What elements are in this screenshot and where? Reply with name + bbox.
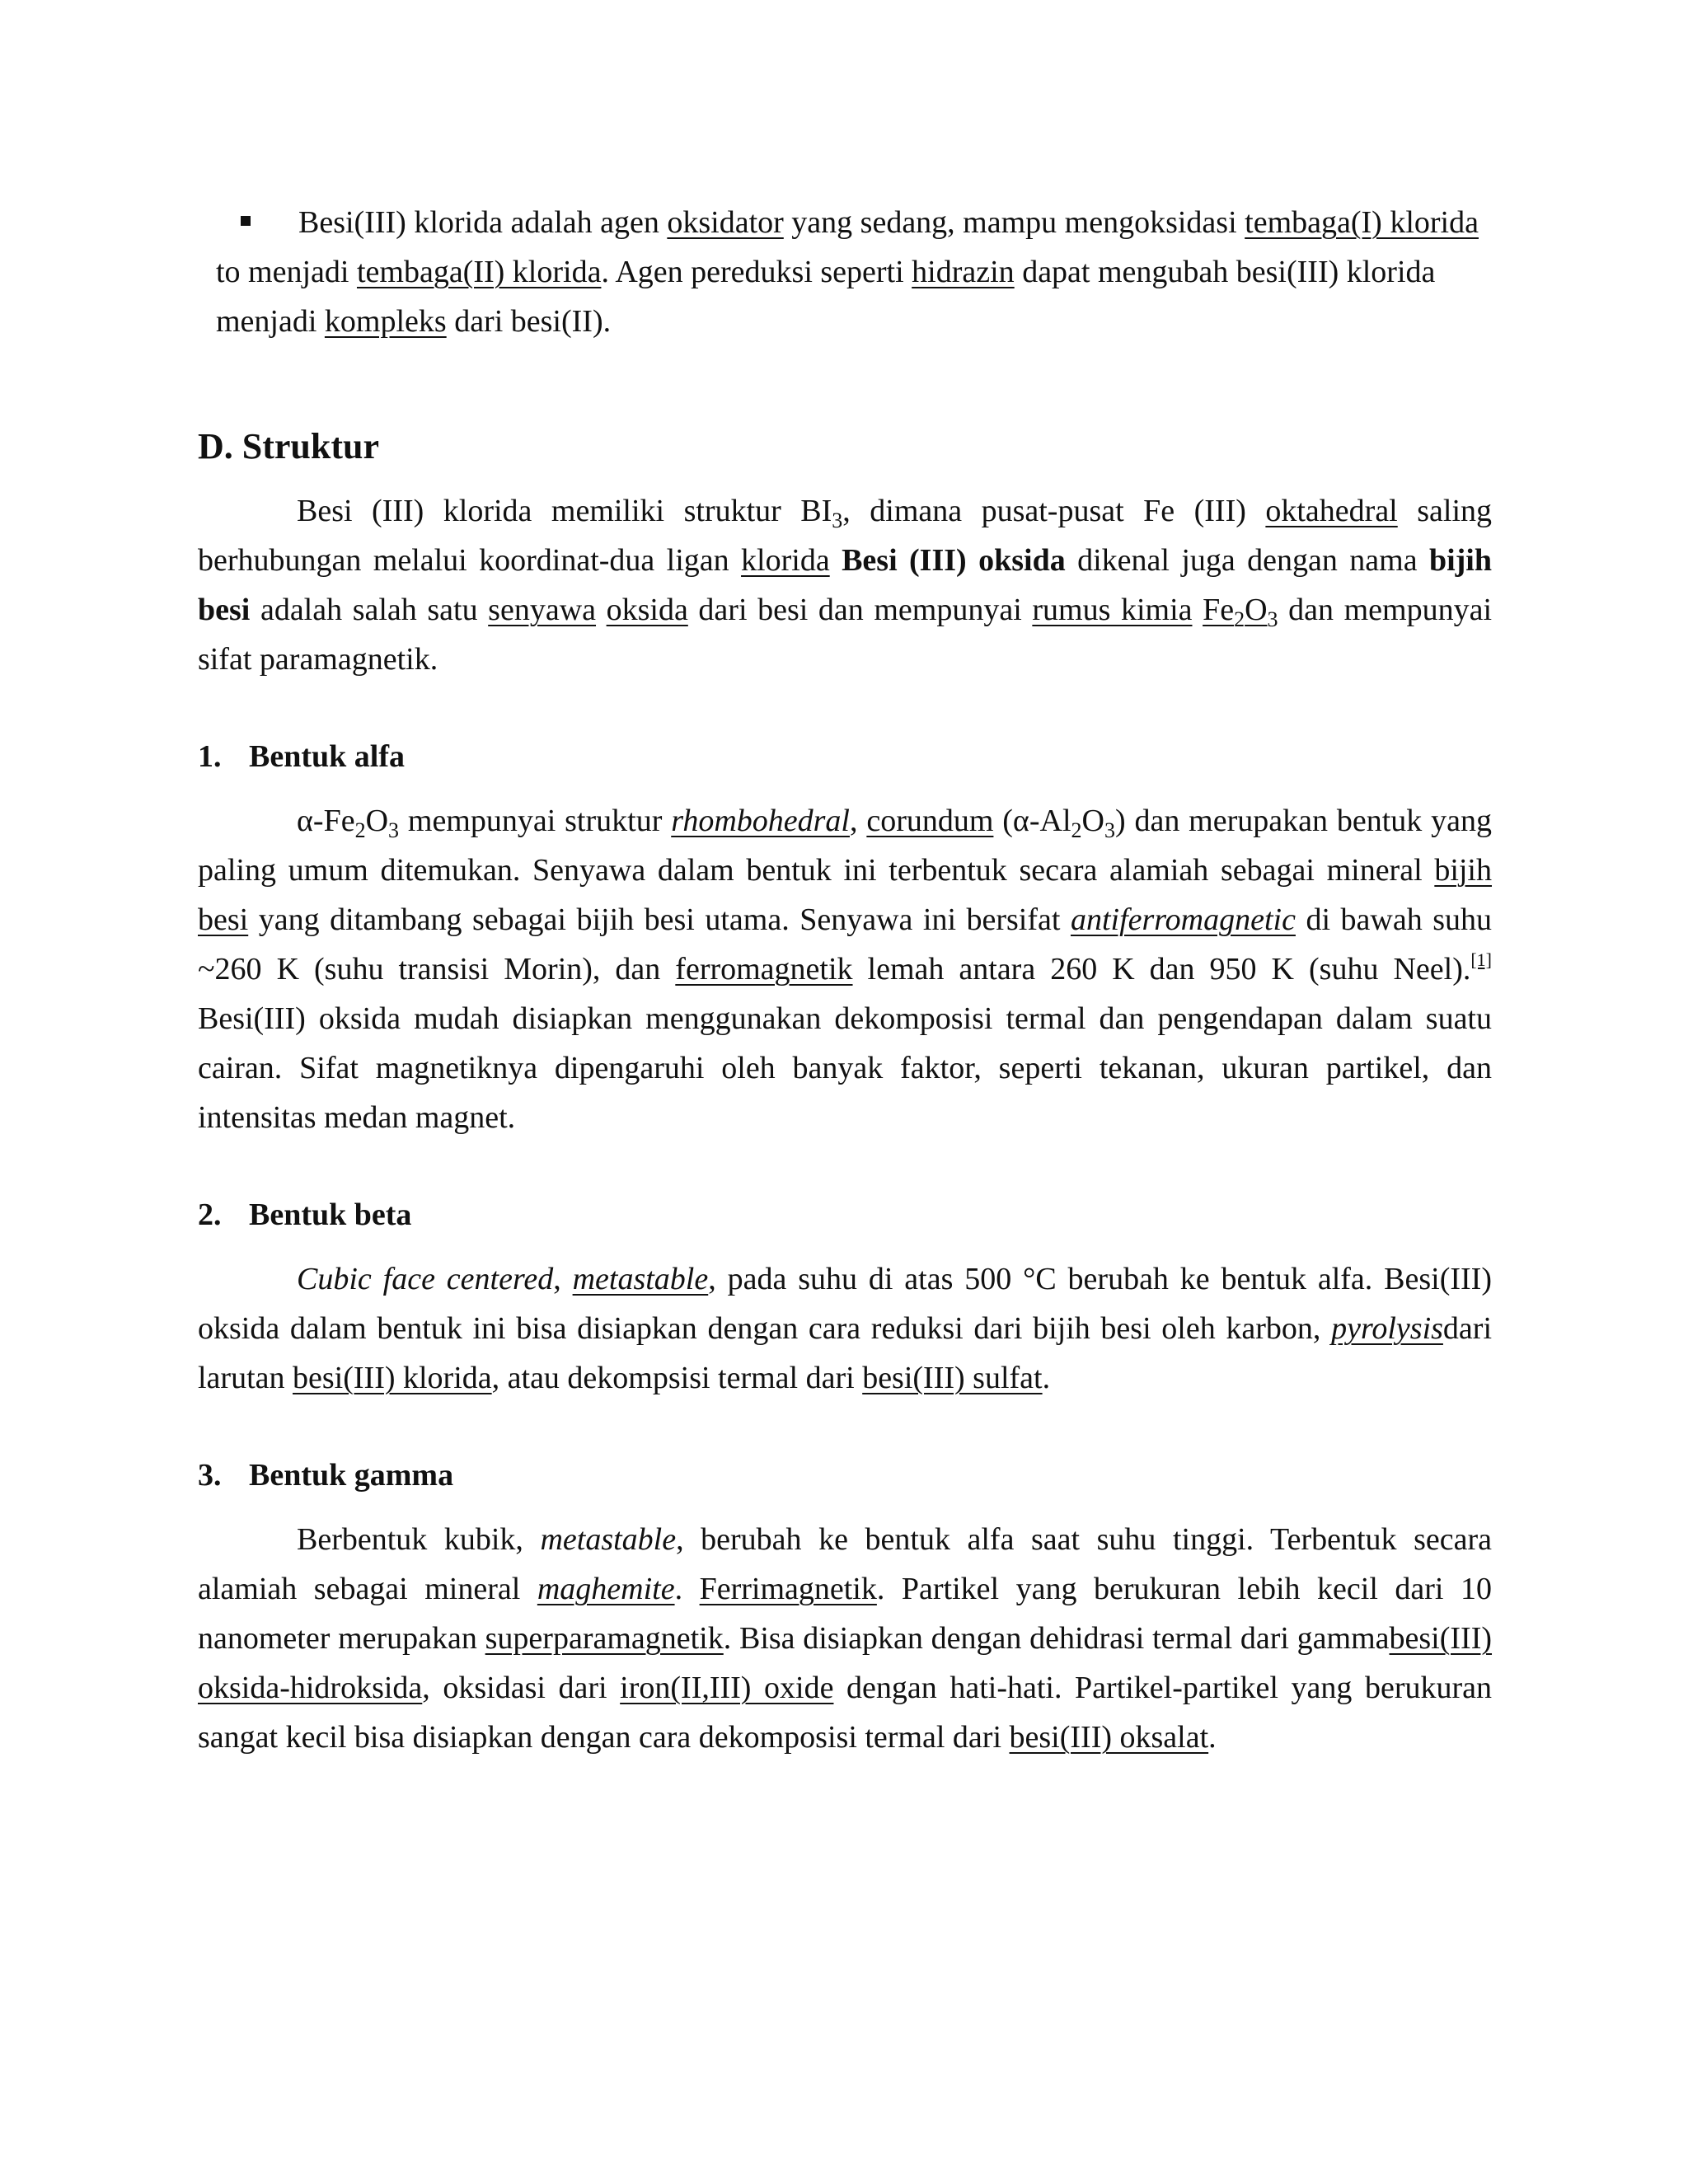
italic-term: rhombohedral <box>671 804 850 838</box>
text: O <box>1245 593 1268 627</box>
link-klorida[interactable]: klorida <box>741 543 830 578</box>
link-tembaga-ii-klorida[interactable]: tembaga(II) klorida <box>356 255 602 289</box>
text: saling berhubungan melalui koordinat-dua ligan <box>198 494 1492 578</box>
text <box>596 593 607 627</box>
italic-term: maghemite <box>537 1572 675 1606</box>
link-besi-iii-klorida[interactable]: besi(III) klorida <box>293 1361 492 1395</box>
text: yang sedang, mampu mengoksidasi <box>783 205 1245 240</box>
italic-term: antiferromagnetic <box>1070 902 1296 937</box>
reference-link-1[interactable]: [1] <box>1470 949 1493 970</box>
paragraph-alfa <box>198 796 1492 1142</box>
italic-term: metastable <box>540 1522 677 1557</box>
link-oksida[interactable]: oksida <box>606 593 688 627</box>
link-besi-iii-sulfat[interactable]: besi(III) sulfat <box>862 1361 1043 1395</box>
text: mempunyai struktur <box>399 804 672 838</box>
paragraph-beta <box>198 1254 1492 1403</box>
text: ) dan merupakan bentuk yang paling umum ditemukan. Senyawa dalam bentuk ini terbentuk secara alamiah sebagai mineral <box>198 804 1492 888</box>
subscript: 2 <box>1234 607 1245 631</box>
text: dari larutan <box>198 1311 1492 1395</box>
text: . <box>1208 1720 1217 1755</box>
section-heading-struktur: D. Struktur <box>198 426 380 466</box>
text: dari besi(II). <box>446 304 612 339</box>
list-number: 3. <box>198 1458 222 1493</box>
text: adalah salah satu <box>250 593 489 627</box>
subsection-heading-beta <box>198 1190 1492 1240</box>
subsection-title: Bentuk beta <box>249 1197 412 1232</box>
list-number: 1. <box>198 739 222 774</box>
text: dengan hati-hati. Partikel-partikel yang berukuran sangat kecil bisa disiapkan dengan cara dekomposisi termal dari <box>198 1671 1493 1755</box>
link-senyawa[interactable]: senyawa <box>488 593 597 627</box>
subsection-title: Bentuk gamma <box>249 1458 454 1493</box>
link-ferrimagnetik[interactable]: Ferrimagnetik <box>699 1572 877 1606</box>
link-corundum[interactable]: corundum <box>866 804 994 838</box>
text: . Partikel yang berukuran lebih kecil dari 10 nanometer merupakan <box>198 1572 1493 1656</box>
link-ferromagnetik[interactable]: ferromagnetik <box>675 952 853 987</box>
link-iron-ii-iii-oxide[interactable]: iron(II,III) oxide <box>620 1671 834 1705</box>
link-rumus-kimia[interactable]: rumus kimia <box>1032 593 1193 627</box>
link-fe2o3[interactable] <box>1203 593 1268 631</box>
text <box>1193 593 1203 627</box>
link-bijih-besi[interactable]: bijih besi <box>198 853 1492 937</box>
paragraph-gamma <box>198 1515 1492 1762</box>
text: , dimana pusat-pusat Fe (III) <box>842 494 1266 528</box>
text: , pada suhu di atas 500 °C berubah ke bentuk alfa. Besi(III) oksida dalam bentuk ini bisa disiapkan dengan cara reduksi dari bijih besi oleh karbon, <box>198 1262 1492 1346</box>
italic-term: Cubic face centered <box>297 1262 554 1296</box>
link-rhombohedral[interactable] <box>671 804 850 838</box>
text: (α-Al <box>993 804 1071 838</box>
subsection-heading-alfa <box>198 732 1492 781</box>
subscript: 2 <box>1071 818 1082 842</box>
link-antiferromagnetic[interactable] <box>1071 902 1296 937</box>
subsection-heading-gamma <box>198 1451 1492 1500</box>
paragraph-struktur <box>198 486 1492 684</box>
document-page <box>198 198 1492 1762</box>
bullet-paragraph-oxidizer <box>198 198 1492 346</box>
text: . <box>1042 1361 1051 1395</box>
link-maghemite[interactable] <box>537 1572 675 1606</box>
text: yang ditambang sebagai bijih besi utama. Senyawa ini bersifat <box>248 902 1071 937</box>
link-tembaga-i-klorida[interactable]: tembaga(I) klorida <box>1245 205 1479 240</box>
text: Besi(III) oksida mudah disiapkan menggunakan dekomposisi termal dan pengendapan dalam suatu cairan. Sifat magnetiknya dipengaruhi oleh banyak faktor, seperti tekanan, ukuran partikel, dan intensitas medan magnet. <box>198 1001 1492 1135</box>
text: . Agen pereduksi seperti <box>601 255 912 289</box>
text: to menjadi <box>216 255 357 289</box>
text: , oksidasi dari <box>422 1671 621 1705</box>
text: O <box>365 804 389 838</box>
text: , <box>849 804 867 838</box>
subscript: 3 <box>832 509 843 532</box>
text: , <box>553 1262 573 1296</box>
text: dapat mengubah besi(III) klorida menjadi <box>216 255 1436 339</box>
text: Besi (III) klorida memiliki struktur BI <box>297 494 832 528</box>
link-metastable[interactable] <box>573 1262 709 1296</box>
link-kompleks[interactable]: kompleks <box>324 304 447 339</box>
subscript: 2 <box>354 818 366 842</box>
text: α-Fe <box>297 804 355 838</box>
text: lemah antara 260 K dan 950 K (suhu Neel). <box>852 952 1471 987</box>
link-oktahedral[interactable]: oktahedral <box>1265 494 1398 528</box>
text: Besi(III) klorida adalah agen <box>298 205 668 240</box>
link-besi-iii-oksida-hidroksida[interactable]: besi(III) oksida-hidroksida <box>198 1621 1493 1705</box>
subscript: 3 <box>1104 818 1115 842</box>
text: , berubah ke bentuk alfa saat suhu tinggi. Terbentuk secara alamiah sebagai mineral <box>198 1522 1492 1606</box>
text: O <box>1081 804 1104 838</box>
italic-term: pyrolysis <box>1331 1311 1443 1346</box>
bold-term: bijih besi <box>198 543 1492 627</box>
text: , atau dekompsisi termal dari <box>491 1361 863 1395</box>
subscript: 3 <box>1267 607 1278 631</box>
text: dan mempunyai sifat paramagnetik. <box>198 593 1493 677</box>
subsection-title: Bentuk alfa <box>249 739 405 774</box>
bold-term: Besi (III) oksida <box>842 543 1066 578</box>
text: dari besi dan mempunyai <box>687 593 1033 627</box>
subscript: 3 <box>388 818 400 842</box>
text: di bawah suhu ~260 K (suhu transisi Morin), dan <box>198 902 1492 987</box>
text: Fe <box>1203 593 1235 627</box>
text: . <box>674 1572 700 1606</box>
italic-term: metastable <box>572 1262 709 1296</box>
link-oksidator[interactable]: oksidator <box>667 205 784 240</box>
text: dikenal juga dengan nama <box>1065 543 1429 578</box>
link-besi-iii-oksalat[interactable]: besi(III) oksalat <box>1009 1720 1209 1755</box>
square-bullet-icon <box>241 216 251 226</box>
text: . Bisa disiapkan dengan dehidrasi termal dari gamma <box>723 1621 1390 1656</box>
text: Berbentuk kubik, <box>297 1522 541 1557</box>
link-pyrolysis[interactable] <box>1331 1311 1443 1346</box>
link-hidrazin[interactable]: hidrazin <box>912 255 1015 289</box>
list-number: 2. <box>198 1197 222 1232</box>
link-superparamagnetik[interactable]: superparamagnetik <box>485 1621 724 1656</box>
text <box>830 543 842 578</box>
